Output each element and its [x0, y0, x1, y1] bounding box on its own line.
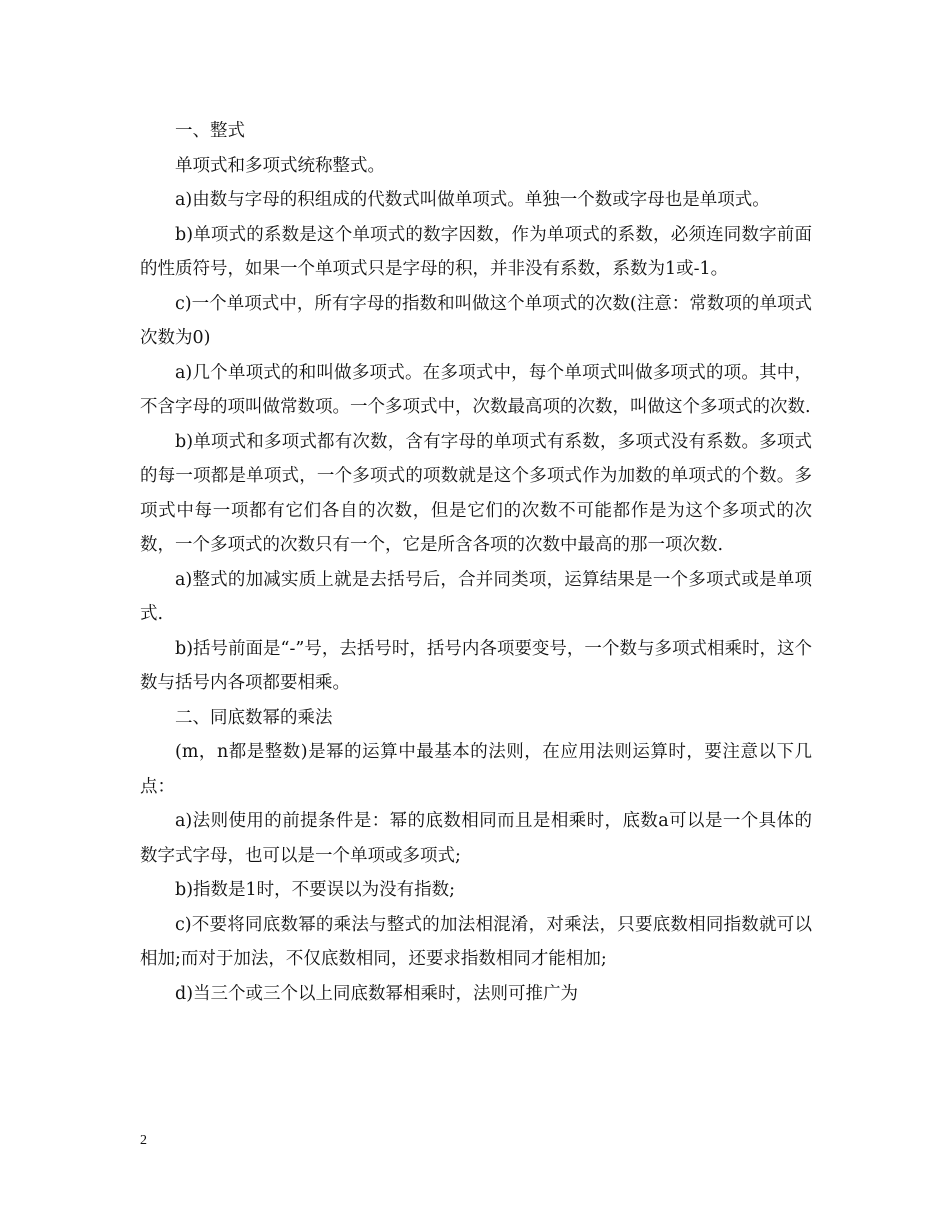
section-heading: 一、整式 [175, 121, 245, 141]
paragraph: b)单项式的系数是这个单项式的数字因数，作为单项式的系数，必须连同数字前面的性质符号，如果一个单项式只是字母的积，并非没有系数，系数为1或-1。 [140, 224, 812, 279]
paragraph: b)单项式和多项式都有次数，含有字母的单项式有系数，多项式没有系数。多项式的每一项都是单项式，一个多项式的项数就是这个多项式作为加数的单项式的个数。多项式中每一项都有它们各自的次数，但是它们的次数不可能都作是为这个多项式的次数，一个多项式的次数只有一个，它是所含各项的次数中最高的那一项次数. [140, 431, 812, 555]
paragraph: d)当三个或三个以上同底数幂相乘时，法则可推广为 [175, 983, 579, 1004]
paragraph: a)由数与字母的积组成的代数式叫做单项式。单独一个数或字母也是单项式。 [175, 190, 770, 210]
paragraph: (m，n都是整数)是幂的运算中最基本的法则，在应用法则运算时，要注意以下几点： [140, 742, 812, 797]
paragraph: b)括号前面是“-”号，去括号时，括号内各项要变号，一个数与多项式相乘时，这个数与括号内各项都要相乘。 [140, 638, 812, 693]
page-number: 2 [140, 1133, 147, 1148]
paragraph: a)法则使用的前提条件是：幂的底数相同而且是相乘时，底数a可以是一个具体的数字式字母，也可以是一个单项或多项式; [140, 811, 812, 866]
paragraph: c)不要将同底数幂的乘法与整式的加法相混淆，对乘法，只要底数相同指数就可以相加;而对于加法，不仅底数相同，还要求指数相同才能相加; [140, 914, 812, 969]
paragraph: b)指数是1时，不要误以为没有指数; [175, 880, 456, 900]
paragraph: a)整式的加减实质上就是去括号后，合并同类项，运算结果是一个多项式或是单项式. [140, 569, 812, 624]
document-body [140, 114, 812, 1011]
paragraph: a)几个单项式的和叫做多项式。在多项式中，每个单项式叫做多项式的项。其中，不含字母的项叫做常数项。一个多项式中，次数最高项的次数，叫做这个多项式的次数. [140, 362, 812, 417]
paragraph: 单项式和多项式统称整式。 [175, 155, 385, 176]
section-heading: 二、同底数幂的乘法 [175, 707, 333, 728]
paragraph: c)一个单项式中，所有字母的指数和叫做这个单项式的次数(注意：常数项的单项式次数为0) [140, 293, 812, 348]
